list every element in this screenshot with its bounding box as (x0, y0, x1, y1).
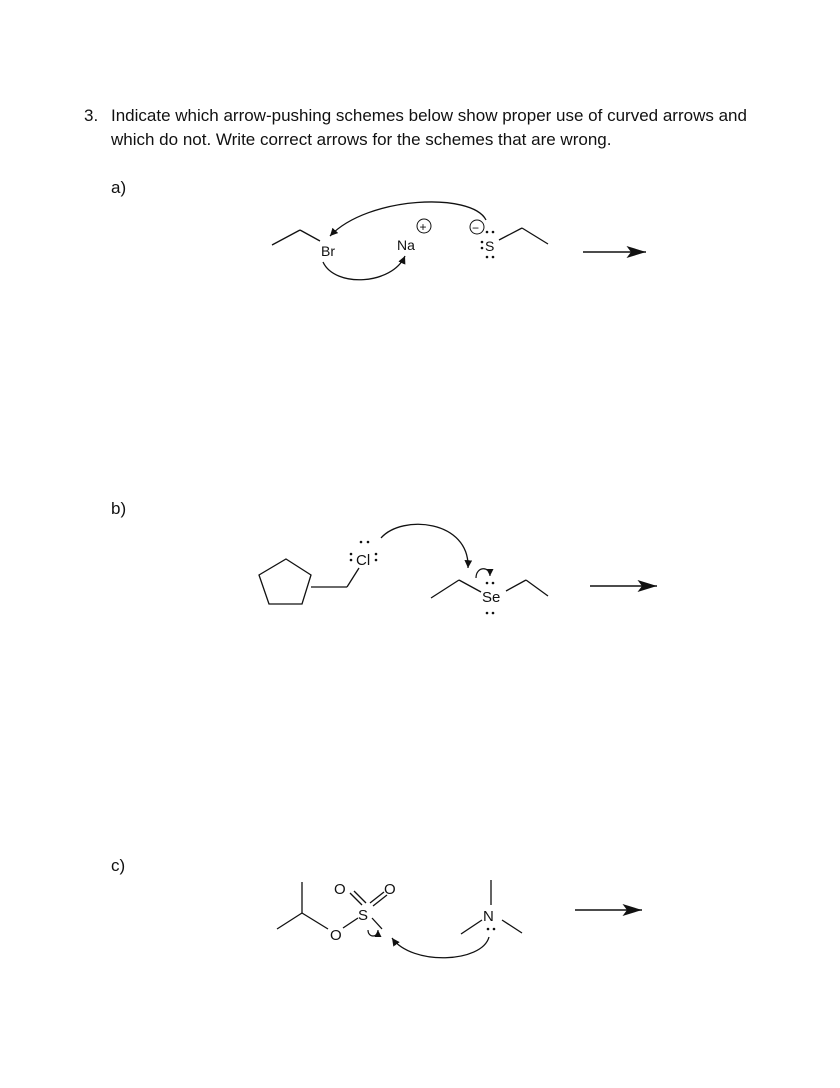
curved-arrow-cl-to-c (381, 524, 468, 568)
ethyl-bromide (272, 230, 335, 259)
ethanethiolate (470, 220, 548, 258)
chlorine-atom: Cl (356, 552, 371, 569)
curved-arrow-so-bond (368, 930, 378, 936)
sulfur-atom: S (485, 238, 495, 254)
question-line-2: which do not. Write correct arrows for the schemes that are wrong. (111, 130, 612, 149)
question-number: 3. (84, 106, 99, 125)
part-b-label: b) (111, 499, 127, 518)
nitrogen-atom: N (483, 908, 494, 925)
selenium-atom: Se (482, 589, 501, 606)
sulfonyl-oxygen-left: O (334, 881, 346, 898)
chloromethyl-cyclopentane (259, 541, 377, 604)
curved-arrow-bond-to-se (476, 569, 490, 578)
isopropyl-mesylate (277, 881, 396, 944)
positive-charge: + (419, 220, 427, 234)
curved-arrow-n-to-s (392, 937, 489, 958)
sulfonyl-oxygen-right: O (384, 881, 396, 898)
trimethylamine (461, 880, 522, 934)
sulfonyl-sulfur: S (358, 907, 369, 924)
sodium-atom: Na (397, 237, 415, 253)
part-a-label: a) (111, 178, 127, 197)
curved-arrow-s-to-br (330, 202, 486, 236)
question-line-1: Indicate which arrow-pushing schemes below show proper use of curved arrows and (111, 106, 747, 125)
sodium-cation (397, 219, 431, 253)
curved-arrow-br-to-na (323, 256, 405, 280)
part-c-label: c) (111, 856, 126, 875)
ester-oxygen: O (330, 927, 342, 944)
bromine-atom: Br (321, 243, 335, 259)
diethyl-selenide (431, 580, 548, 614)
negative-charge: − (472, 221, 480, 235)
